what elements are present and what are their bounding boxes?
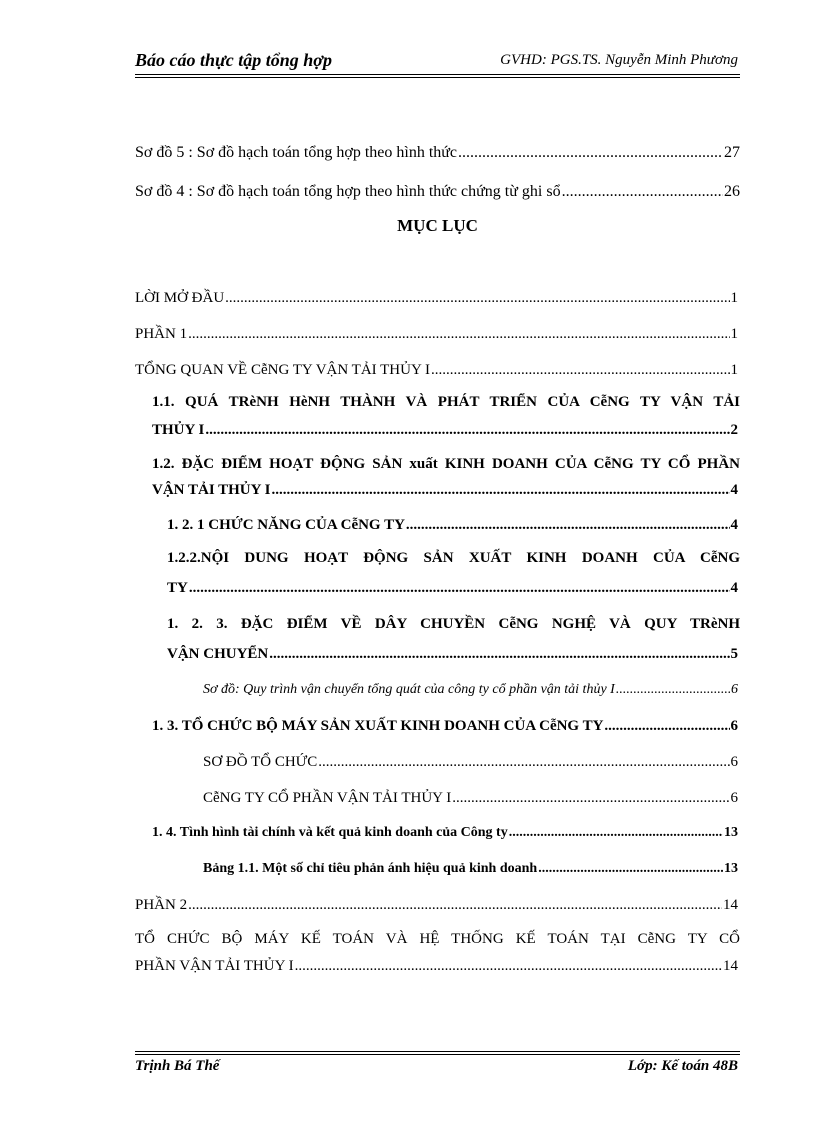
toc-title: MỤC LỤC — [397, 216, 478, 235]
footer-rule — [135, 1054, 740, 1055]
toc-entry-line1[interactable]: 1.2.2.NỘI DUNG HOẠT ĐỘNG SẢN XUẤT KINH DOANH CỦA CễNG — [167, 550, 740, 566]
toc-entry[interactable]: LỜI MỞ ĐẦU ..... 1 — [135, 290, 738, 307]
toc-entry-line1[interactable]: 1.2. ĐẶC ĐIỂM HOẠT ĐỘNG SẢN xuất KINH DOANH CỦA CễNG TY CỔ PHẦN — [152, 456, 740, 472]
toc-entry[interactable]: THỦY I ..... 2 — [152, 422, 738, 439]
header-rule — [135, 74, 740, 75]
toc-entry[interactable]: 1. 4. Tình hình tài chính và kết quả kinh doanh của Công ty ..... 13 — [152, 825, 738, 841]
toc-entry[interactable]: VẬN TẢI THỦY I ..... 4 — [152, 482, 738, 499]
toc-entry-line1[interactable]: 1.1. QUÁ TRèNH HèNH THÀNH VÀ PHÁT TRIỂN CỦA CễNG TY VẬN TẢI — [152, 394, 740, 410]
header-supervisor: GVHD: PGS.TS. Nguyễn Minh Phương — [500, 52, 738, 68]
footer-rule — [135, 1051, 740, 1052]
toc-entry-line1[interactable]: 1. 2. 3. ĐẶC ĐIỂM VỀ DÂY CHUYỀN CễNG NGHỆ VÀ QUY TRèNH — [167, 616, 740, 632]
toc-entry-line1[interactable]: TỔ CHỨC BỘ MÁY KẾ TOÁN VÀ HỆ THỐNG KẾ TOÁN TẠI CễNG TY CỔ — [135, 931, 740, 947]
toc-entry[interactable]: PHẦN 1 ..... 1 — [135, 326, 738, 343]
header-rule — [135, 77, 740, 78]
toc-entry[interactable]: PHẦN 2 ..... 14 — [135, 897, 738, 914]
toc-entry[interactable]: VẬN CHUYỂN ..... 5 — [167, 646, 738, 663]
header-report-title: Báo cáo thực tập tổng hợp — [135, 50, 332, 70]
figure-entry: Sơ đồ 4 : Sơ đồ hạch toán tổng hợp theo hình thức chứng từ ghi sổ ..... 26 — [135, 183, 740, 201]
toc-entry[interactable]: CễNG TY CỔ PHẦN VẬN TẢI THỦY I ..... 6 — [203, 790, 738, 807]
toc-entry[interactable]: TỔNG QUAN VỀ CễNG TY VẬN TẢI THỦY I ..... 1 — [135, 362, 738, 379]
toc-entry[interactable]: SƠ ĐỒ TỔ CHỨC ..... 6 — [203, 754, 738, 771]
page-footer — [135, 1058, 740, 1080]
toc-entry[interactable]: PHẦN VẬN TẢI THỦY I ..... 14 — [135, 958, 738, 975]
toc-entry[interactable]: 1. 3. TỔ CHỨC BỘ MÁY SẢN XUẤT KINH DOANH CỦA CễNG TY ..... 6 — [152, 718, 738, 735]
toc-entry[interactable]: 1. 2. 1 CHỨC NĂNG CỦA CễNG TY ..... 4 — [167, 517, 738, 534]
toc-entry[interactable]: TY ..... 4 — [167, 580, 738, 597]
toc-entry[interactable]: Bảng 1.1. Một số chỉ tiêu phản ánh hiệu quả kinh doanh ..... 13 — [203, 861, 738, 877]
figure-entry: Sơ đồ 5 : Sơ đồ hạch toán tổng hợp theo hình thức ..... 27 — [135, 144, 740, 162]
footer-author: Trịnh Bá Thế — [135, 1058, 220, 1074]
page-header — [135, 50, 740, 74]
footer-class: Lớp: Kế toán 48B — [627, 1058, 738, 1074]
toc-entry[interactable]: Sơ đồ: Quy trình vận chuyển tổng quát của công ty cổ phần vận tải thủy I ..... 6 — [203, 682, 738, 698]
